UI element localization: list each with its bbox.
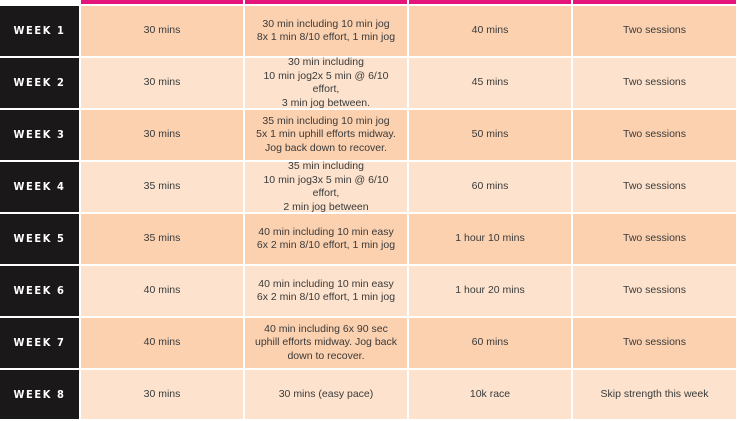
table-cell: 35 mins [81,162,243,212]
header-accent-bar [245,0,407,4]
table-cell: 30 mins [81,110,243,160]
table-row [0,162,750,212]
week-label: WEEK 1 [0,6,79,56]
table-cell: Two sessions [573,318,736,368]
week-label: WEEK 4 [0,162,79,212]
table-cell: 30 min including 10 min jog2x 5 min @ 6/10 effort, 3 min jog between. [245,58,407,108]
table-cell: Two sessions [573,6,736,56]
week-label: WEEK 8 [0,370,79,419]
table-row [0,6,750,56]
week-label: WEEK 3 [0,110,79,160]
header-accent-bar [573,0,736,4]
table-cell: 10k race [409,370,571,419]
header-accent-bar [81,0,243,4]
table-cell: 40 min including 10 min easy 6x 2 min 8/10 effort, 1 min jog [245,214,407,264]
table-cell: 30 mins [81,370,243,419]
table-cell: Two sessions [573,214,736,264]
table-cell: 30 mins [81,6,243,56]
table-cell: Two sessions [573,162,736,212]
table-cell: 60 mins [409,318,571,368]
table-cell: Two sessions [573,58,736,108]
table-cell: 60 mins [409,162,571,212]
table-row [0,214,750,264]
header-accent-bar [409,0,571,4]
table-cell: 30 min including 10 min jog 8x 1 min 8/10 effort, 1 min jog [245,6,407,56]
table-row [0,318,750,368]
table-cell: 30 mins (easy pace) [245,370,407,419]
table-cell: 40 min including 6x 90 sec uphill efforts midway. Jog back down to recover. [245,318,407,368]
week-label: WEEK 6 [0,266,79,316]
table-row [0,110,750,160]
table-cell: Two sessions [573,110,736,160]
table-row [0,370,750,419]
table-cell: 30 mins [81,58,243,108]
table-cell: 1 hour 10 mins [409,214,571,264]
table-cell: Two sessions [573,266,736,316]
table-cell: 35 min including 10 min jog3x 5 min @ 6/10 effort, 2 min jog between [245,162,407,212]
table-cell: 50 mins [409,110,571,160]
week-label: WEEK 7 [0,318,79,368]
table-cell: 40 min including 10 min easy 6x 2 min 8/10 effort, 1 min jog [245,266,407,316]
table-cell: 1 hour 20 mins [409,266,571,316]
table-cell: 40 mins [81,266,243,316]
week-label: WEEK 2 [0,58,79,108]
table-row [0,266,750,316]
table-cell: Skip strength this week [573,370,736,419]
table-cell: 40 mins [81,318,243,368]
table-cell: 35 mins [81,214,243,264]
table-row [0,58,750,108]
week-label: WEEK 5 [0,214,79,264]
table-cell: 40 mins [409,6,571,56]
table-cell: 45 mins [409,58,571,108]
table-cell: 35 min including 10 min jog 5x 1 min uphill efforts midway. Jog back down to recover. [245,110,407,160]
